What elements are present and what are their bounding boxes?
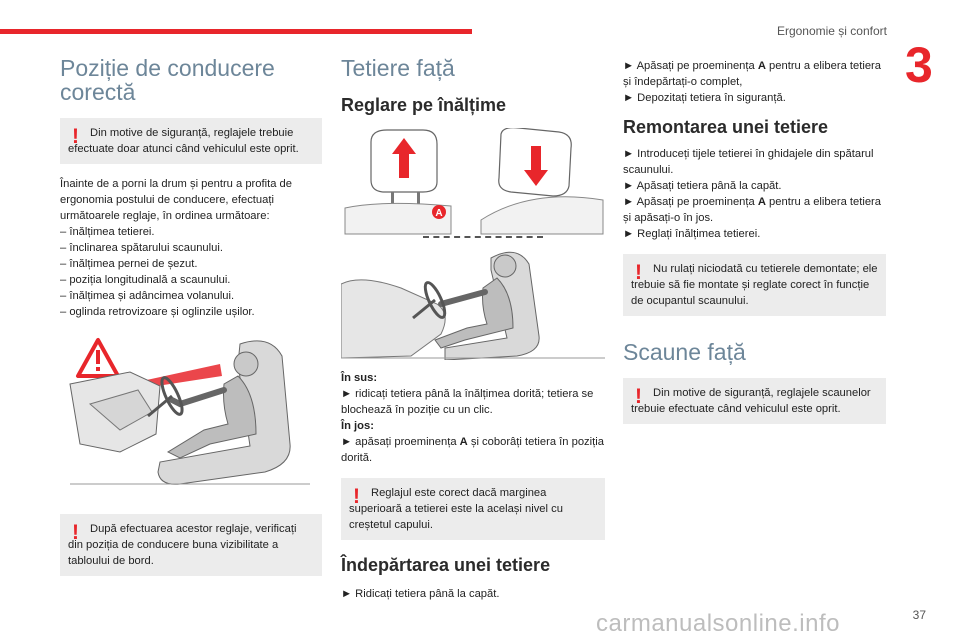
marker-a-label: A [435, 207, 443, 219]
refit-step: ► Reglați înălțimea tetierei. [623, 227, 761, 240]
up-label: În sus: [341, 371, 378, 384]
column-middle [341, 50, 605, 602]
section-heading-driving-position: Poziție de conducere corectă [60, 55, 275, 106]
up-instructions: ► ridicați tetiera până la înălțimea dorită; tetiera se blochează în poziție cu un clic. [341, 387, 594, 416]
warning-icon: ! [72, 125, 79, 149]
list-item: – înălțimea și adâncimea volanului. [60, 290, 235, 303]
warning-icon: ! [635, 384, 642, 408]
subheading-height-adjustment: Reglare pe înălțime [341, 95, 507, 116]
page-number: 37 [912, 608, 926, 622]
list-item: – oglinda retrovizoare și oglinzile ușilor. [60, 306, 255, 319]
chapter-number: 3 [905, 37, 933, 93]
divider [423, 236, 543, 238]
column-right [623, 50, 886, 424]
list-item: – poziția longitudinală a scaunului. [60, 274, 231, 287]
intro-paragraph: Înainte de a porni la drum și pentru a profita de ergonomia postului de conducere, efectuați următoarele reglaje, în ordinea următoare: [60, 178, 292, 223]
column-left [60, 50, 322, 576]
headrest-illustration [341, 128, 605, 236]
list-item: – înclinarea spătarului scaunului. [60, 242, 223, 255]
warning-box [623, 254, 886, 316]
section-heading-front-headrests: Tetiere față [341, 55, 455, 81]
refit-step: ► Apăsați tetiera până la capăt. [623, 179, 782, 192]
subheading-headrest-removal: Îndepărtarea unei tetiere [341, 554, 551, 575]
warning-icon: ! [72, 521, 79, 545]
warning-text: Din motive de siguranță, reglajele scaunelor trebuie efectuate când vehiculul este oprit. [631, 386, 871, 415]
header-accent-bar [0, 29, 472, 34]
list-item: – înălțimea pernei de șezut. [60, 258, 198, 271]
warning-text: Nu rulați niciodată cu tetierele demontate; ele trebuie să fie montate și reglate corect în funcție de ocupantul scaunului. [631, 262, 878, 307]
adjustment-list [60, 224, 322, 320]
warning-text: După efectuarea acestor reglaje, verificați din poziția de conducere buna vizibilitate a tabloului de bord. [68, 523, 297, 568]
driver-seat-drawing [60, 334, 322, 504]
list-item: – înălțimea tetierei. [60, 226, 155, 239]
down-instructions: ► apăsați proeminența A și coborâți tetiera în poziția dorită. [341, 435, 604, 464]
down-label: În jos: [341, 419, 374, 432]
warning-box [60, 514, 322, 576]
warning-box [341, 478, 605, 540]
warning-text: Reglajul este corect dacă marginea superioară a tetierei este la același nivel cu creștetul capului. [349, 486, 563, 531]
section-title: Ergonomie și confort [776, 24, 887, 38]
refit-step: ► Introduceți tijele tetierei în ghidajele din spătarul scaunului. [623, 147, 874, 176]
section-heading-front-seats: Scaune față [623, 338, 746, 365]
warning-icon: ! [353, 484, 360, 508]
headrest-position-illustration [341, 244, 605, 360]
warning-box [60, 118, 322, 164]
removal-step: ► Apăsați pe proeminența A pentru a elibera tetiera și îndepărtați-o complet, [623, 60, 881, 88]
removal-step: ► Depozitați tetiera în siguranță. [623, 92, 786, 104]
subheading-headrest-refit: Remontarea unei tetiere [623, 117, 829, 137]
watermark: carmanualsonline.info [596, 610, 840, 637]
warning-text: Din motive de siguranță, reglajele trebuie efectuate doar atunci când vehiculul este oprit. [68, 127, 299, 156]
refit-step: ► Apăsați pe proeminența A pentru a elibera tetiera și apăsați-o în jos. [623, 195, 881, 224]
removal-step: ► Ridicați tetiera până la capăt. [341, 587, 500, 600]
driving-position-illustration [60, 334, 322, 504]
warning-icon: ! [635, 260, 642, 284]
warning-box [623, 378, 886, 424]
